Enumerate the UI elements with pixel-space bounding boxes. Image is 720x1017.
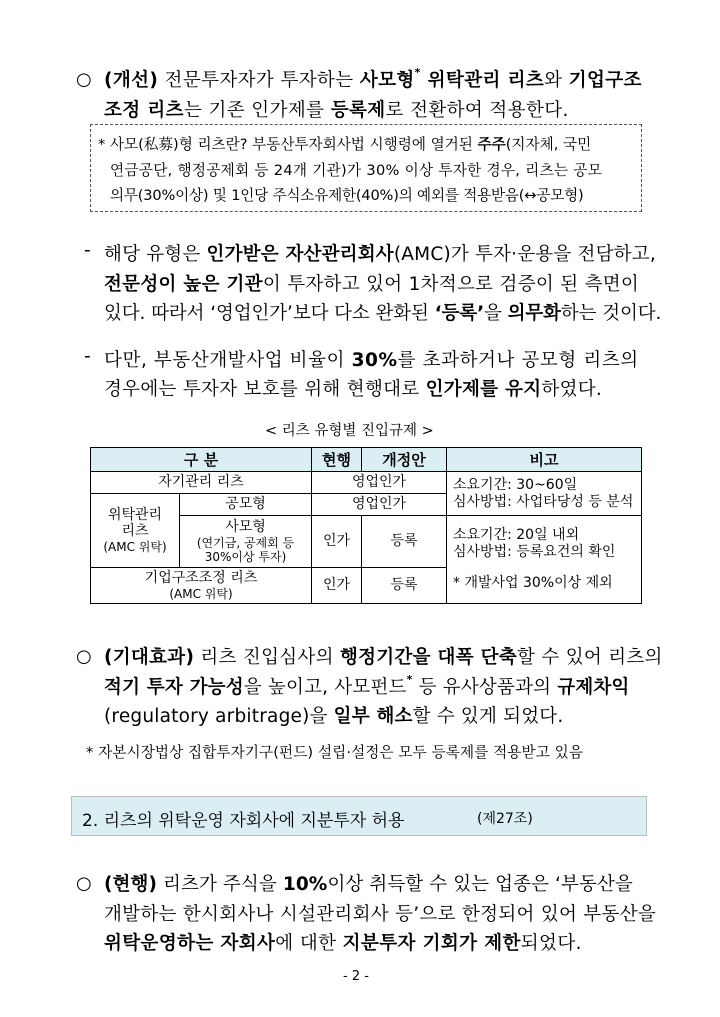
note-private-reits-line2: 연금공단, 행정공제회 등 24개 기관)가 30% 이상 투자한 경우, 리츠는 공모 — [110, 162, 603, 179]
header-remarks: 비고 — [447, 448, 642, 472]
cell-self-managed: 자기관리 리츠 — [91, 472, 312, 494]
note-fund-registration: * 자본시장법상 집합투자기구(펀드) 설립·설정은 모두 등록제를 적용받고 있음 — [86, 744, 584, 761]
note-private-reits-line1: * 사모(私募)형 리츠란? 부동산투자회사법 시행령에 열거된 주주(지자체, 국민 — [98, 136, 592, 153]
table-caption: < 리츠 유형별 진입규제 > — [265, 423, 434, 439]
section2-heading-box — [71, 796, 647, 836]
cell-remarks-license: 소요기간: 30~60일 심사방법: 사업타당성 등 분석 — [447, 472, 642, 516]
para-current-line3: 위탁운영하는 자회사에 대한 지분투자 기회가 제한되었다. — [104, 933, 582, 954]
cell-entrusted-reits: 위탁관리 리츠 (AMC 위탁) — [91, 494, 180, 568]
dash-marker: - — [84, 346, 91, 367]
reits-entry-regulation-table — [90, 447, 642, 604]
para-effect-line1: (기대효과) 리츠 진입심사의 행정기간을 대폭 단축할 수 있어 리츠의 — [104, 647, 663, 668]
section2-title: 2. 리츠의 위탁운영 자회사에 지분투자 허용 — [82, 811, 405, 831]
cell-restructuring-revision: 등록 — [362, 568, 447, 604]
para-dev-line2: 경우에는 투자자 보호를 위해 현행대로 인가제를 유지하였다. — [104, 379, 603, 400]
cell-public-type: 공모형 — [180, 494, 312, 516]
para-dev-line1: 다만, 부동산개발사업 비율이 30%를 초과하거나 공모형 리츠의 — [104, 350, 639, 371]
para-effect-line3: (regulatory arbitrage)을 일부 해소할 수 있게 되었다. — [104, 706, 564, 727]
page-number: - 2 - — [343, 969, 369, 984]
cell-private-revision: 등록 — [362, 516, 447, 568]
bullet-circle: ○ — [76, 69, 92, 90]
bullet-circle: ○ — [76, 873, 92, 894]
note-private-reits-line3: 의무(30%이상) 및 1인당 주식소유제한(40%)의 예외를 적용받음(↔공모형) — [110, 187, 584, 204]
cell-private-current: 인가 — [312, 516, 362, 568]
header-current: 현행 — [312, 448, 362, 472]
cell-restructuring: 기업구조조정 리츠 (AMC 위탁) — [91, 568, 312, 604]
bullet-circle: ○ — [76, 646, 92, 667]
header-category: 구 분 — [91, 448, 312, 472]
para-effect-line2: 적기 투자 가능성을 높이고, 사모펀드* 등 유사상품과의 규제차익 — [104, 673, 630, 698]
para-improvement-line1: (개선) 전문투자자가 투자하는 사모형* 위탁관리 리츠와 기업구조 — [104, 66, 642, 91]
para-current-line1: (현행) 리츠가 주식을 10%이상 취득할 수 있는 업종은 ‘부동산을 — [104, 874, 633, 895]
dash-marker: - — [84, 240, 91, 261]
para-amc-line3: 있다. 따라서 ‘영업인가’보다 다소 완화된 ‘등록’을 의무화하는 것이다. — [104, 303, 662, 324]
cell-restructuring-current: 인가 — [312, 568, 362, 604]
para-amc-line2: 전문성이 높은 기관이 투자하고 있어 1차적으로 검증이 된 측면이 — [104, 274, 640, 295]
header-revision: 개정안 — [362, 448, 447, 472]
section2-article-ref: (제27조) — [477, 811, 533, 827]
para-improvement-line2: 조정 리츠는 기존 인가제를 등록제로 전환하여 적용한다. — [104, 100, 569, 121]
para-current-line2: 개발하는 한시회사나 시설관리회사 등’으로 한정되어 있어 부동산을 — [104, 904, 657, 925]
cell-public-license: 영업인가 — [312, 494, 447, 516]
cell-self-managed-license: 영업인가 — [312, 472, 447, 494]
cell-private-type: 사모형 (연기금, 공제회 등 30%이상 투자) — [180, 516, 312, 568]
cell-remarks-registration: 소요기간: 20일 내외 심사방법: 등록요건의 확인 * 개발사업 30%이상 제외 — [447, 516, 642, 604]
para-amc-line1: 해당 유형은 인가받은 자산관리회사(AMC)가 투자·운용을 전담하고, — [104, 244, 656, 265]
